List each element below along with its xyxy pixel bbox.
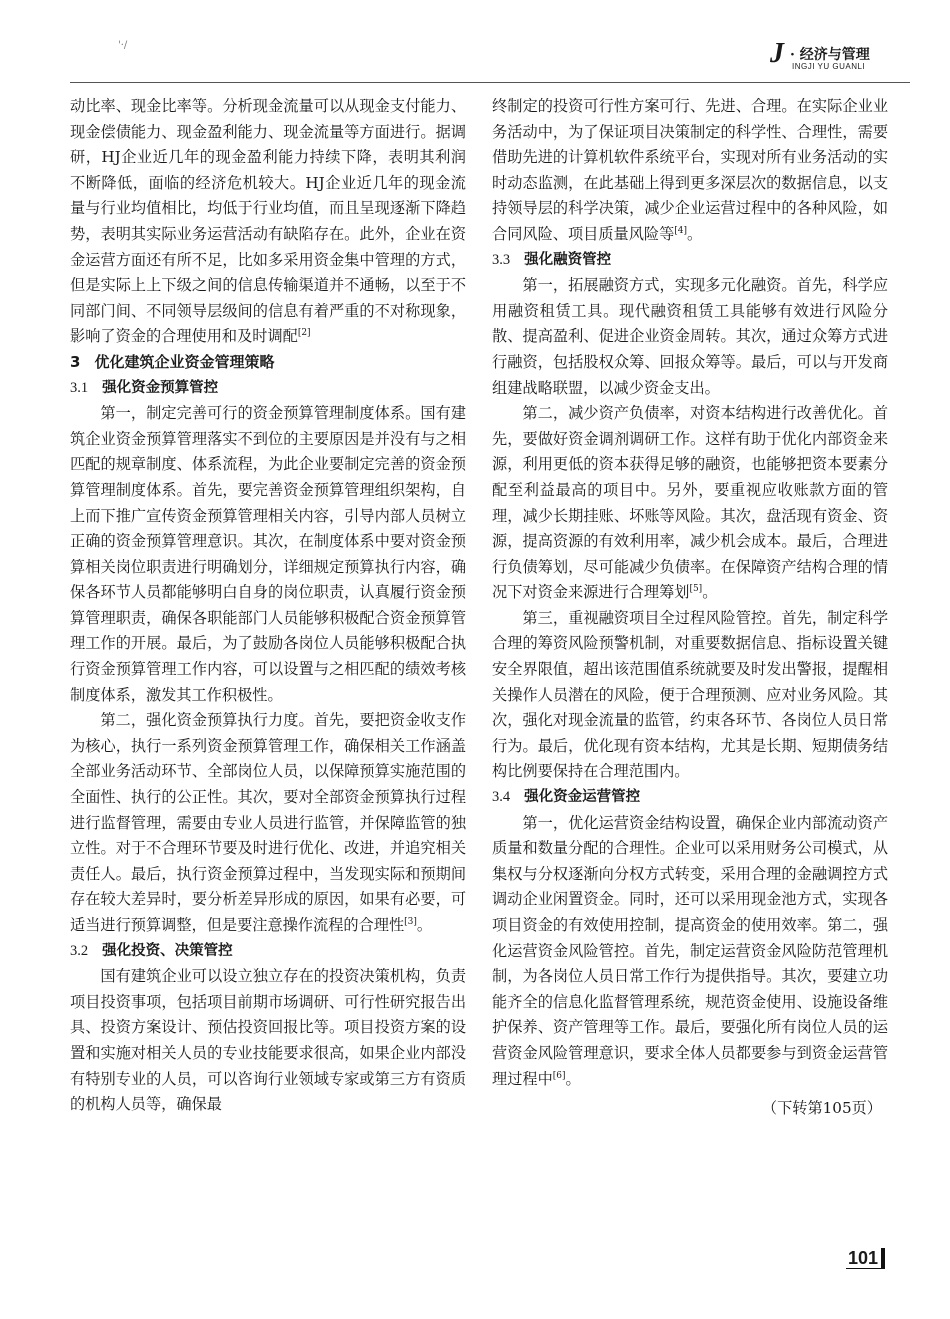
paragraph: 第一，制定完善可行的资金预算管理制度体系。国有建筑企业资金预算管理落实不到位的主要原因是并没有与之相匹配的规章制度、体系流程，为此企业要制定完善的资金预算管理制度体系。首先，要完善资金预算管理组织架构，自上而下推广宣传资金预算管理相关内容，引导内部人员树立正确的资金预算管理意识。其次，在制度体系中要对资金预算相关岗位职责进行明确划分，详细规定预算执行内容，确保各环节人员都能够明白自身的岗位职责，认真履行资金预算管理职责，确保各职能部门人员能够积极配合资金预算管理工作的开展。最后，为了鼓励各岗位人员能够积极配合执行资金预算管理工作内容，可以设置与之相匹配的绩效考核制度体系，激发其工作积极性。 (70, 404, 466, 704)
right-column (492, 94, 888, 1122)
left-column (70, 94, 466, 1118)
paragraph: 第二，减少资产负债率，对资本结构进行改善优化。首先，要做好资金调剂调研工作。这样有助于优化内部资金来源，利用更低的资本获得足够的融资，也能够把资本要素分配至利益最高的项目中。另外，要重视应收账款方面的管理，减少长期挂账、坏账等风险。其次，盘活现有资金、资源，提高资源的有效利用率，减少机会成本。最后，合理进行负债筹划，尽可能减少负债率。在保障资产结构合理的情况下对资金来源进行合理筹划[5]。 (492, 404, 888, 602)
paragraph: 国有建筑企业可以设立独立存在的投资决策机构，负责项目投资事项，包括项目前期市场调研、可行性研究报告出具、投资方案设计、预估投资回报比等。项目投资方案的设置和实施对相关人员的专业技能要求很高，如果企业内部没有特别专业的人员，可以咨询行业领域专家或第三方有资质的机构人员等，确保最 (70, 967, 466, 1114)
section-heading: 3 优化建筑企业资金管理策略 (70, 352, 275, 371)
subsection-heading: 3.1 强化资金预算管控 (70, 379, 219, 396)
paragraph: 动比率、现金比率等。分析现金流量可以从现金支付能力、现金偿债能力、现金盈利能力、现金流量等方面进行。据调研，HJ企业近几年的现金盈利能力持续下降，表明其利润不断降低，面临的经济危机较大。HJ企业近几年的现金流量与行业均值相比，均低于行业均值，而且呈现逐渐下降趋势，表明其实际业务运营活动有缺陷存在。此外，企业在资金运营方面还有所不足，比如多采用资金集中管理的方式，但是实际上上下级之间的信息传输渠道并不通畅，以至于不同部门间、不同领导层级间的信息有着严重的不对称现象，影响了资金的合理使用和及时调配[2] (70, 97, 466, 346)
citation: [4] (674, 225, 687, 236)
citation: [3] (404, 917, 417, 927)
scan-mark: '·/ (118, 40, 128, 51)
subsection-heading: 3.4 强化资金运营管控 (492, 789, 641, 806)
citation: [6] (552, 1070, 566, 1081)
continued-note: （下转第105页） (761, 1099, 882, 1118)
paragraph: 第一，拓展融资方式，实现多元化融资。首先，科学应用融资租赁工具。现代融资租赁工具能够有效进行风险分散、提高盈利、促进企业资金周转。其次，通过众筹方式进行融资，包括股权众筹、回报众筹等。最后，可以与开发商组建战略联盟，以减少资金支出。 (492, 276, 888, 397)
page-number: 101 (846, 1248, 885, 1269)
citation: [2] (297, 328, 311, 339)
header-divider (70, 82, 910, 83)
subsection-heading: 3.2 强化投资、决策管控 (70, 942, 233, 959)
journal-header (770, 38, 910, 78)
paragraph: 第一，优化运营资金结构设置，确保企业内部流动资产质量和数量分配的合理性。企业可以采用财务公司模式，从集权与分权逐渐向分权方式转变，采用合理的金融调控方式调动企业闲置资金。同时，还可以采用现金池方式，实现各项目资金的有效使用控制，提高资金的使用效率。第二，强化运营资金风险管控。首先，制定运营资金风险防范管理机制，为各岗位人员日常工作行为提供指导。其次，要建立功能齐全的信息化监督管理系统，规范资金使用、设施设备维护保养、资产管理等工作。最后，要强化所有岗位人员的运营资金风险管理意识，要求全体人员都要参与到资金运营管理过程中[6]。 (492, 813, 888, 1088)
paragraph: 第三，重视融资项目全过程风险管控。首先，制定科学合理的筹资风险预警机制，对重要数据信息、指标设置关键安全界限值，超出该范围值系统就要及时发出警报，提醒相关操作人员潜在的风险，便于合理预测、应对业务风险。其次，强化对现金流量的监管，约束各环节、各岗位人员日常行为。最后，优化现有资本结构，尤其是长期、短期债务结构比例要保持在合理范围内。 (492, 608, 888, 781)
paragraph: 第二，强化资金预算执行力度。首先，要把资金收支作为核心，执行一系列资金预算管理工作，确保相关工作涵盖全部业务活动环节、全部岗位人员，以保障预算实施范围的全面性、执行的公正性。其次，要对全部资金预算执行过程进行监督管理，需要由专业人员进行监管，并保障监管的独立性。对于不合理环节要及时进行优化、改进，并追究相关责任人。最后，执行资金预算过程中，当发现实际和预期间存在较大差异时，要分析差异形成的原因，如果有必要，可适当进行预算调整，但是要注意操作流程的合理性[3]。 (70, 711, 466, 934)
subsection-heading: 3.3 强化融资管控 (492, 251, 612, 268)
citation: [5] (689, 584, 703, 595)
paragraph: 终制定的投资可行性方案可行、先进、合理。在实际企业业务活动中，为了保证项目决策制定的科学性、合理性，需要借助先进的计算机软件系统平台，实现对所有业务活动的实时动态监测，在此基础上得到更多深层次的数据信息，以支持领导层的科学决策，减少企业运营过程中的各种风险，如合同风险、项目质量风险等[4]。 (492, 97, 888, 243)
journal-title: · 经济与管理 (790, 47, 870, 63)
journal-pinyin: INGJI YU GUANLI (792, 62, 866, 71)
journal-logo-letter: J (770, 38, 784, 69)
